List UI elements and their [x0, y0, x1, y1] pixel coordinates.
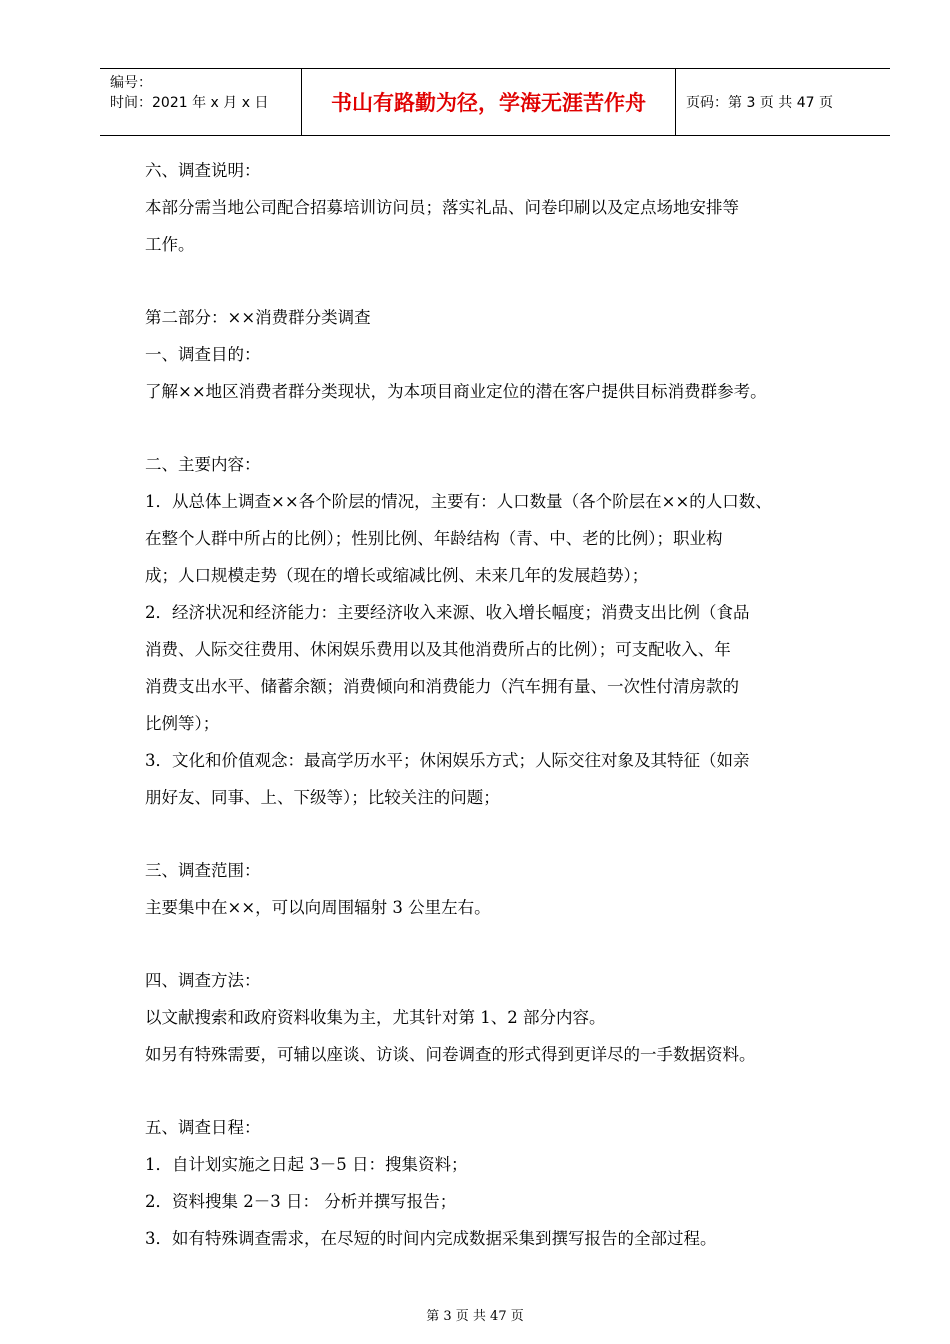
blank-line [145, 926, 860, 962]
text-line: 消费、人际交往费用、休闲娱乐费用以及其他消费所占的比例）；可支配收入、年 [145, 640, 731, 659]
text-line: 2．经济状况和经济能力：主要经济收入来源、收入增长幅度；消费支出比例（食品 [145, 603, 750, 622]
text-line: 一、调查目的： [145, 345, 261, 364]
text-line: 1．从总体上调查××各个阶层的情况，主要有：人口数量（各个阶层在××的人口数、 [145, 492, 772, 511]
number-label: 编号： [110, 75, 152, 91]
text-line: 六、调查说明： [145, 161, 261, 180]
text-line: 以文献搜索和政府资料收集为主，尤其针对第 1、2 部分内容。 [145, 1008, 606, 1027]
text-line: 了解××地区消费者群分类现状，为本项目商业定位的潜在客户提供目标消费群参考。 [145, 382, 767, 401]
blank-line [145, 816, 860, 852]
text-line: 朋好友、同事、上、下级等）；比较关注的问题； [145, 788, 500, 807]
blank-line [145, 1073, 860, 1109]
text-line: 本部分需当地公司配合招募培训访问员；落实礼品、问卷印刷以及定点场地安排等 [145, 198, 739, 217]
text-line: 2．资料搜集 2－3 日： 分析并撰写报告； [145, 1192, 457, 1211]
text-line: 二、主要内容： [145, 455, 261, 474]
text-line: 成；人口规模走势（现在的增长或缩减比例、未来几年的发展趋势）； [145, 566, 649, 585]
text-line: 工作。 [145, 235, 195, 254]
text-line: 在整个人群中所占的比例）；性别比例、年龄结构（青、中、老的比例）；职业构 [145, 529, 723, 548]
text-line: 三、调查范围： [145, 861, 261, 880]
text-line: 主要集中在××，可以向周围辐射 3 公里左右。 [145, 898, 491, 917]
header-meta [100, 69, 302, 135]
text-line: 四、调查方法： [145, 971, 261, 990]
date-line: 时间：2021 年 x 月 x 日 [110, 95, 269, 111]
text-line: 3．如有特殊调查需求，在尽短的时间内完成数据采集到撰写报告的全部过程。 [145, 1229, 717, 1248]
page-footer: 第 3 页 共 47 页 [426, 1309, 524, 1324]
document-body [145, 152, 860, 1257]
text-line: 消费支出水平、储蓄余额；消费倾向和消费能力（汽车拥有量、一次性付清房款的 [145, 677, 739, 696]
text-line: 第二部分：××消费群分类调查 [145, 308, 371, 327]
blank-line [145, 410, 860, 446]
text-line: 如另有特殊需要，可辅以座谈、访谈、问卷调查的形式得到更详尽的一手数据资料。 [145, 1045, 756, 1064]
text-line: 3．文化和价值观念：最高学历水平；休闲娱乐方式；人际交往对象及其特征（如亲 [145, 751, 750, 770]
text-line: 五、调查日程： [145, 1118, 261, 1137]
text-line: 比例等）； [145, 714, 220, 733]
header-motto: 书山有路勤为径，学海无涯苦作舟 [302, 69, 676, 135]
blank-line [145, 263, 860, 299]
page-header [100, 68, 890, 136]
text-line: 1．自计划实施之日起 3－5 日：搜集资料； [145, 1155, 468, 1174]
header-page-info: 页码：第 3 页 共 47 页 [686, 95, 833, 111]
